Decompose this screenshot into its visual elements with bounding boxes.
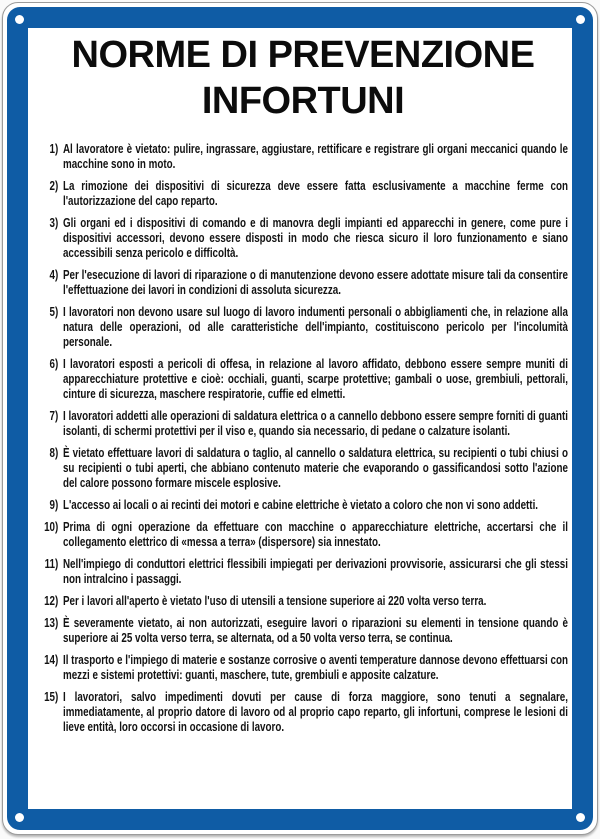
rule-number: 14) — [44, 653, 59, 667]
screw-hole-top-right — [576, 15, 585, 24]
rule-number: 13) — [44, 616, 59, 630]
rule-number: 7) — [49, 409, 59, 423]
rule-text: Per l'esecuzione di lavori di riparazione o di manutenzione devono essere adottate misure tali da consentire l'effettuazione dei lavori in condizioni di assoluta sicurezza. — [62, 268, 568, 297]
sign-plate — [2, 2, 598, 835]
rule-item-9 — [38, 498, 568, 513]
rule-item-5 — [38, 305, 568, 350]
rule-number: 3) — [49, 216, 59, 230]
rules-list — [38, 142, 568, 735]
rule-item-11 — [38, 557, 568, 587]
rule-text: Il trasporto e l'impiego di materie e sostanze corrosive o aventi temperature dannose devono effettuarsi con mezzi e sistemi protettivi: guanti, maschere, tute, grembiuli e apposite calzature. — [62, 653, 568, 682]
rule-text: Per i lavori all'aperto è vietato l'uso di utensili a tensione superiore ai 220 volta verso terra. — [62, 594, 487, 608]
rule-number: 11) — [44, 557, 59, 571]
rule-text: L'accesso ai locali o ai recinti dei motori e cabine elettriche è vietato a coloro che non vi sono addetti. — [62, 498, 539, 512]
rule-item-2 — [38, 179, 568, 209]
rule-text: I lavoratori non devono usare sul luogo di lavoro indumenti personali o abbigliamenti che, in relazione alla natura delle operazioni, od alle caratteristiche dell'impianto, costituiscono pericolo per l'incolumità personale. — [62, 305, 568, 349]
rule-number: 6) — [49, 357, 59, 371]
rule-number: 10) — [44, 520, 59, 534]
rule-item-6 — [38, 357, 568, 402]
rule-item-8 — [38, 446, 568, 491]
rule-text: È vietato effettuare lavori di saldatura o taglio, al cannello o saldatura elettrica, su recipienti o tubi chiusi o su recipienti o tubi aperti, che abbiano contenuto materie che evaporando o gassificandosi sotto l'azione del calore possono formare miscele esplosive. — [62, 446, 568, 490]
rule-number: 9) — [49, 498, 59, 512]
rule-item-3 — [38, 216, 568, 261]
rule-item-10 — [38, 520, 568, 550]
screw-hole-top-left — [15, 15, 24, 24]
rule-text: Nell'impiego di conduttori elettrici flessibili impiegati per derivazioni provvisorie, assicurarsi che gli stessi non intralcino i passaggi. — [62, 557, 568, 586]
rule-item-12 — [38, 594, 568, 609]
rule-item-1 — [38, 142, 568, 172]
rule-item-14 — [38, 653, 568, 683]
rule-number: 2) — [49, 179, 59, 193]
screw-hole-bottom-right — [576, 813, 585, 822]
rule-number: 12) — [44, 594, 59, 608]
rule-number: 4) — [49, 268, 59, 282]
rule-number: 5) — [49, 305, 59, 319]
sign-title-line2: INFORTUNI — [201, 80, 405, 122]
rule-text: Al lavoratore è vietato: pulire, ingrassare, aggiustare, rettificare e registrare gli organi meccanici quando le macchine sono in moto. — [62, 142, 568, 171]
screw-hole-bottom-left — [15, 813, 24, 822]
rule-text: I lavoratori, salvo impedimenti dovuti per cause di forza maggiore, sono tenuti a segnalare, immediatamente, al proprio datore di lavoro od al proprio capo reparto, gli infortuni, comprese le lesioni di lieve entità, loro occorsi in occasione di lavoro. — [62, 690, 568, 734]
sign-content — [28, 28, 572, 809]
rule-text: La rimozione dei dispositivi di sicurezza deve essere fatta esclusivamente a macchine ferme con l'autorizzazione del capo reparto. — [62, 179, 568, 208]
rule-text: I lavoratori addetti alle operazioni di saldatura elettrica o a cannello debbono essere sempre forniti di guanti isolanti, di schermi protettivi per il viso e, quando sia necessario, di pedane o calzature isolanti. — [62, 409, 568, 438]
rule-number: 1) — [49, 142, 59, 156]
rule-item-7 — [38, 409, 568, 439]
rule-item-15 — [38, 690, 568, 735]
rule-text: È severamente vietato, ai non autorizzati, eseguire lavori o riparazioni su elementi in tensione quando è superiore ai 25 volta verso terra, se alternata, od a 50 volta verso terra, se continua. — [62, 616, 568, 645]
rule-text: Prima di ogni operazione da effettuare con macchine o apparecchiature elettriche, accertarsi che il collegamento elettrico di «messa a terra» (dispersore) sia innestato. — [62, 520, 568, 549]
rule-text: I lavoratori esposti a pericoli di offesa, in relazione al lavoro affidato, debbono essere sempre muniti di apparecchiature protettive e cioè: occhiali, guanti, scarpe protettive; gambali o uose, grembiuli, pettorali, cinture di sicurezza, maschere respiratorie, cuffie ed elmetti. — [62, 357, 568, 401]
rule-number: 15) — [44, 690, 59, 704]
sign-title — [38, 32, 568, 124]
rule-item-13 — [38, 616, 568, 646]
rule-item-4 — [38, 268, 568, 298]
rule-text: Gli organi ed i dispositivi di comando e di manovra degli impianti ed apparecchi in genere, come pure i dispositivi accessori, devono essere disposti in modo che riesca sicuro il loro funzionamento e siano accessibili senza pericolo e difficoltà. — [62, 216, 568, 260]
rule-number: 8) — [49, 446, 59, 460]
sign-title-line1: NORME DI PREVENZIONE — [71, 34, 535, 76]
